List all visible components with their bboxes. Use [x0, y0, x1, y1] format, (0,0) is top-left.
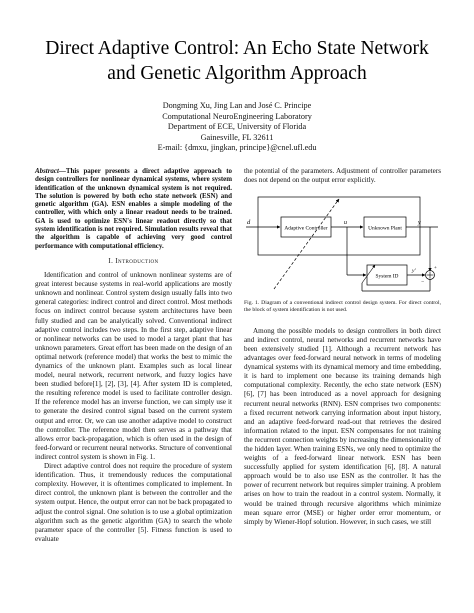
- u-label: u: [344, 220, 347, 227]
- author-email: E-mail: {dmxu, jingkan, principe}@cnel.ufl.edu: [157, 143, 317, 152]
- abstract-text: This paper presents a direct adaptive approach to design controllers for nonlinear dynamical systems, where system identification of the unknown dynamical system is not required. The solution is powered by both echo state network (ESN) and genetic algorithm (GA). ESN enables a simple modeling of the controller, with which only a linear readout needs to be trained. GA is used to optimize ESN's linear readout directly so that system identification is not required. Simulation results reveal that the algorithm is capable of achieving very good control performance with computational efficiency.: [35, 167, 232, 250]
- y-label: y: [418, 220, 421, 227]
- right-column: [244, 167, 441, 527]
- abstract-lead: Abstract: [35, 167, 59, 175]
- affiliation-lab: Computational NeuroEngineering Laboratory: [162, 111, 312, 121]
- unknown-plant-label: Unknown Plant: [368, 225, 402, 232]
- title-line-2: and Genetic Algorithm Approach: [107, 63, 367, 84]
- right-paragraph-1: Among the possible models to design controllers in both direct and indirect control, neural networks and recurrent networks have been extensively studied [1]. Although a recurrent network has advantages over feed-forward neural network in terms of modeling dynamical systems with its dynamical memory and time embedding, it is hard to implement one because its training demands high computational complexity. Recently, the echo state network (ESN) [6], [7] has been introduced as a novel approach for designing recurrent neural networks (RNN). ESN comprises two components: a fixed recurrent network carrying information about input history, and an adaptive feed-forward read-out that retrieves the desired information related to the input. ESN compensates for not training the recurrent connection weights by increasing the dimensionality of the hidden layer. When training ESNs, we only need to optimize the weights of a feed-forward linear network. ESN has been successfully applied for system identification [6], [8]. A natural approach would be to also use ESN as the controller. It has the power of recurrent network but requires simpler training. A problem arises on how to train the readout in a control system. Normally, it would be trained through recursive algorithms which minimize mean square error (MSE) or higher order error momentum, or simply by Wiener-Hopf solution. However, in such cases, we still: [244, 326, 441, 526]
- title-line-1: Direct Adaptive Control: An Echo State Network: [45, 38, 429, 59]
- right-top-text: the potential of the parameters. Adjustment of controller parameters does not depend on the output error explicitly.: [244, 167, 441, 185]
- control-diagram: [244, 191, 441, 296]
- paper-title: [20, 36, 454, 86]
- system-id-label: System ID: [375, 273, 399, 280]
- plus-sign: +: [434, 266, 437, 272]
- affiliation-city: Gainesville, FL 32611: [200, 132, 274, 142]
- adaptive-controller-label: Adaptive Controller: [284, 225, 328, 232]
- author-names: Dongming Xu, Jing Lan and José C. Principe: [162, 101, 312, 110]
- abstract: [35, 167, 232, 250]
- figure-1-caption: Fig. 1. Diagram of a conventional indirect control design system. For direct control, the block of system identification is not used.: [244, 300, 441, 314]
- adaptation-arrow-controller: [274, 199, 339, 289]
- input-d-label: d: [247, 219, 251, 227]
- intro-paragraph-2: Direct adaptive control does not require the procedure of system identification. Thus, it tremendously reduces the computational complexity. However, it is oftentimes complicated to implement. In direct control, the unknown plant is between the controller and the system output. Hence, the output error can not be back propagated to adjust the control signal. One solution is to use a global optimization algorithm such as the genetic algorithm (GA) to search the whole parameter space of the controller [5]. Fitness function is used to evaluate: [35, 462, 232, 543]
- yhat-label: y': [412, 268, 416, 275]
- section-heading-introduction: I. Introduction: [108, 257, 159, 265]
- left-column: [35, 167, 232, 544]
- figure-1: [244, 191, 441, 296]
- author-block: [60, 101, 414, 154]
- minus-sign: −: [421, 279, 425, 286]
- affiliation-dept: Department of ECE, University of Florida: [167, 122, 307, 131]
- abstract-dash: —: [58, 167, 66, 175]
- intro-paragraph-1: Identification and control of unknown nonlinear systems are of great interest because systems in real-world applications are mostly unknown and nonlinear. Control system design usually falls into two general categories: indirect control and direct control. Most methods focus on indirect control because system architectures have been fully studied and can be analytically solved. Conventional indirect adaptive control includes two steps. In the first step, adaptive linear or nonlinear networks can be used to model a target plant that has unknown parameters. Great effort has been made on the design of an optimal network (reference model) that works the best to mimic the dynamics of the unknown plant. Examples such as local linear model, neural network, recurrent network, and fuzzy logics have been studied before[1], [2], [3], [4]. After system ID is completed, the resulting reference model is used to facilitate controller design. If the reference model has an inverse function, we can simply use it to generate the desired control signal based on the current system output and error. Or, we can use another adaptive model to construct the controller. The reference model then serves as a pathway that allows error back-propagation, which is often used in the design of feed-forward or recurrent neural networks. Structure of conventional indirect control system is shown in Fig. 1.: [35, 271, 232, 461]
